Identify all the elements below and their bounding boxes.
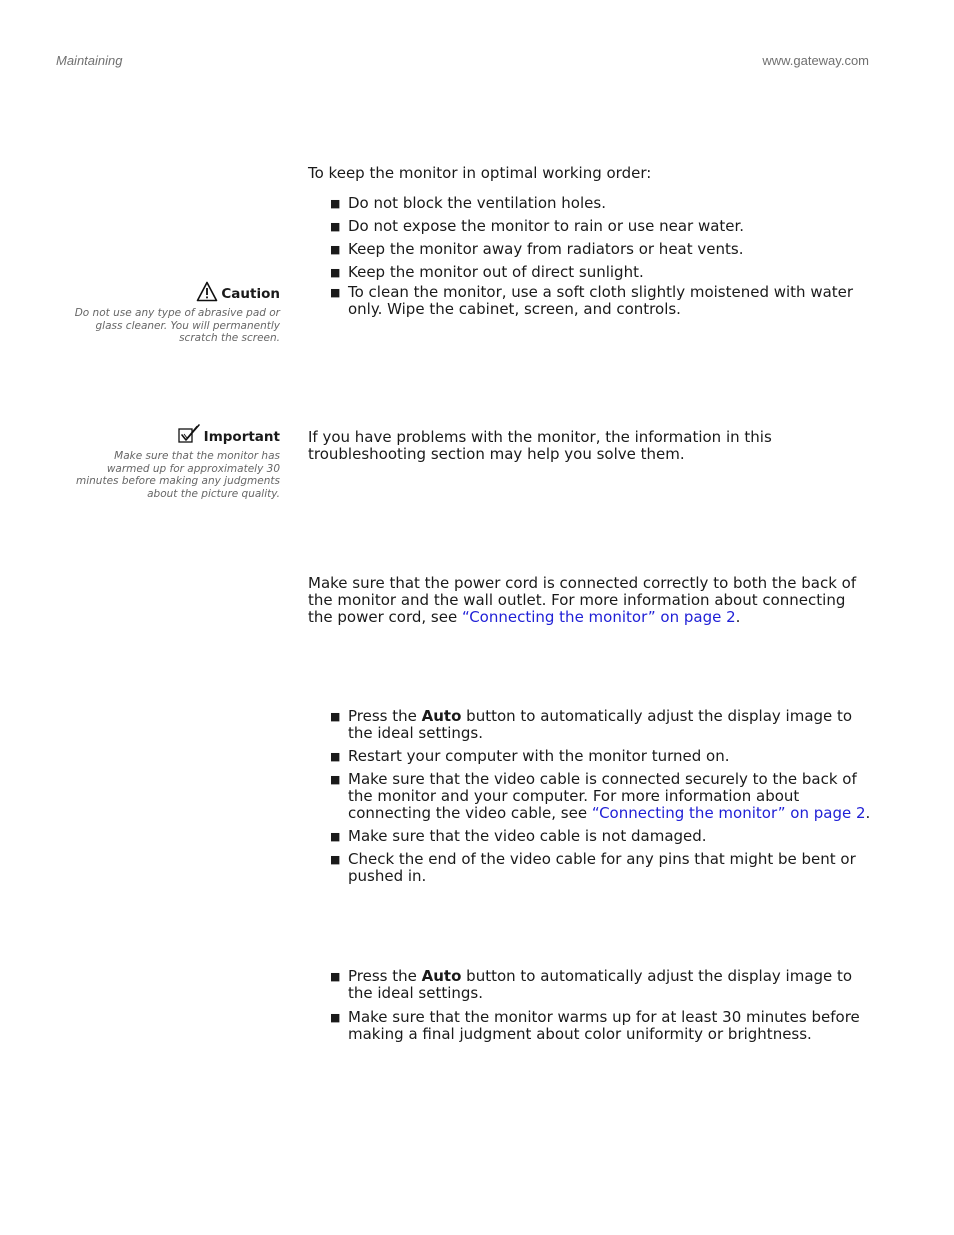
important-text: Make sure that the monitor has warmed up for approximately 30 minutes before making any judgments about the picture quality. <box>76 450 280 500</box>
troubleshooting-intro <box>308 429 874 463</box>
color-list <box>330 968 874 1043</box>
list-item-text: Press the <box>348 707 422 725</box>
connecting-monitor-link[interactable]: “Connecting the monitor” on page 2 <box>591 804 866 822</box>
auto-button-label: Auto <box>421 707 462 725</box>
power-cord-text-end: . <box>735 608 741 626</box>
power-cord-text-body: Make sure that the power cord is connected correctly to both the back of the monitor and the wall outlet. For more information about connecting the power cord, see <box>308 574 857 626</box>
checkmark-box-icon <box>177 423 201 445</box>
auto-button-label: Auto <box>421 967 462 985</box>
list-item: ■ Make sure that the video cable is not damaged. <box>330 828 874 845</box>
list-item-text: button to automatically adjust the display image to the ideal settings. <box>348 967 853 1002</box>
care-intro-text: To keep the monitor in optimal working order: <box>308 164 652 182</box>
list-item <box>330 968 874 1002</box>
troubleshooting-intro-text: If you have problems with the monitor, the information in this troubleshooting section may help you solve them. <box>308 428 772 463</box>
list-item <box>330 708 874 742</box>
list-item-text: Make sure that the video cable is connected securely to the back of the monitor and your computer. For more information about connecting the video cable, see <box>348 770 857 822</box>
list-item: ■ Keep the monitor out of direct sunlight. <box>330 264 874 281</box>
list-item: ■ Do not block the ventilation holes. <box>330 195 874 212</box>
care-list <box>330 195 874 318</box>
list-item: ■ Check the end of the video cable for any pins that might be bent or pushed in. <box>330 851 874 885</box>
power-cord-paragraph <box>308 575 874 626</box>
caution-text: Do not use any type of abrasive pad or glass cleaner. You will permanently scratch the screen. <box>74 307 280 344</box>
connecting-monitor-link[interactable]: “Connecting the monitor” on page 2 <box>461 608 736 626</box>
list-item: ■ Keep the monitor away from radiators or heat vents. <box>330 241 874 258</box>
list-item: ■ Do not expose the monitor to rain or use near water. <box>330 218 874 235</box>
power-cord-text <box>308 575 874 626</box>
caution-heading <box>196 281 280 302</box>
no-picture-list <box>330 708 874 885</box>
care-intro <box>308 165 874 182</box>
list-item: ■ Make sure that the monitor warms up for at least 30 minutes before making a final judgment about color uniformity or brightness. <box>330 1009 874 1043</box>
running-header-website: www.gateway.com <box>762 53 869 68</box>
warning-triangle-icon <box>196 281 218 302</box>
important-note <box>70 423 280 500</box>
important-title: Important <box>203 429 280 445</box>
caution-title: Caution <box>221 286 280 302</box>
list-item <box>330 771 874 822</box>
list-item: ■ Restart your computer with the monitor turned on. <box>330 748 874 765</box>
caution-note <box>70 281 280 345</box>
list-item: ■ To clean the monitor, use a soft cloth slightly moistened with water only. Wipe the cabinet, screen, and controls. <box>330 284 874 318</box>
list-item-text: . <box>865 804 871 822</box>
list-item-text: Press the <box>348 967 422 985</box>
important-heading <box>177 423 280 445</box>
list-item-text: button to automatically adjust the display image to the ideal settings. <box>348 707 853 742</box>
running-header-section: Maintaining <box>56 53 123 68</box>
